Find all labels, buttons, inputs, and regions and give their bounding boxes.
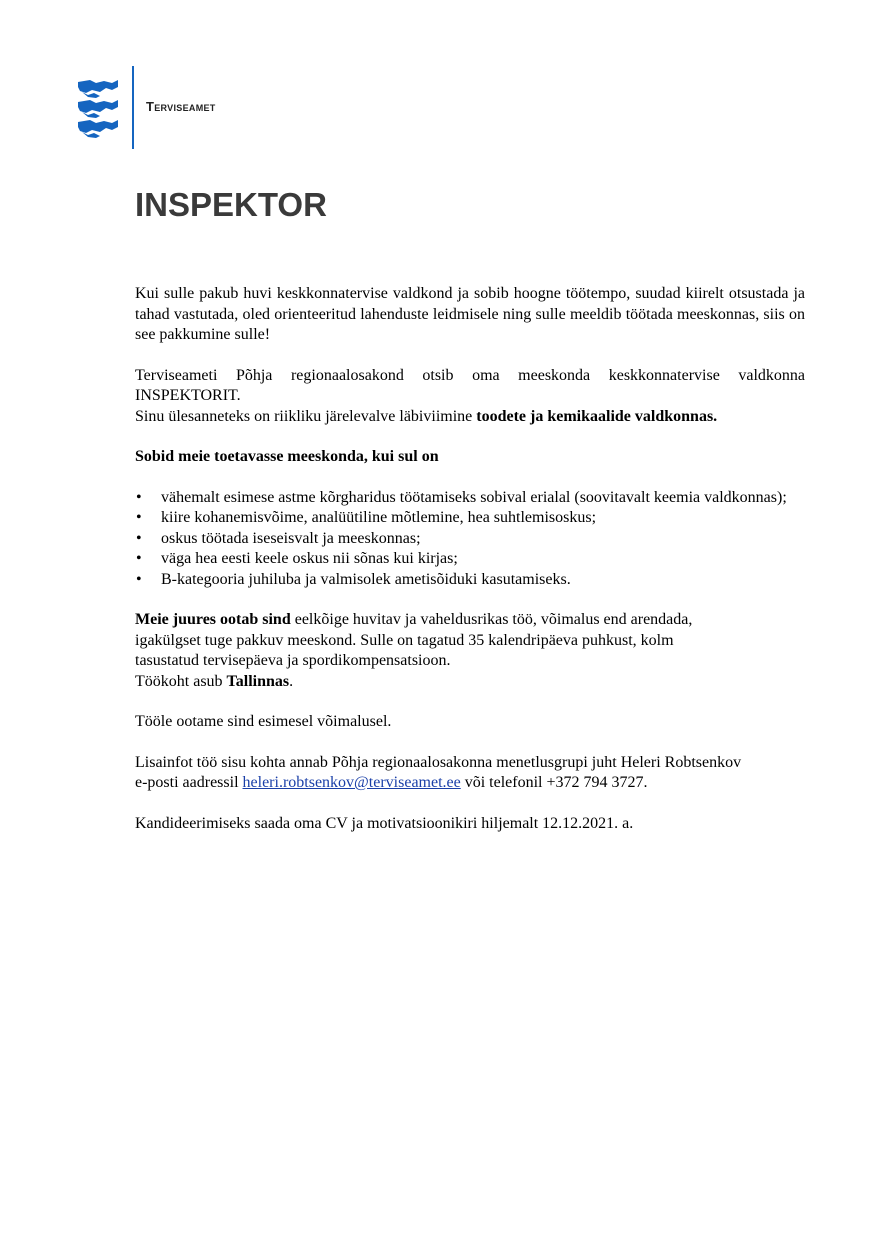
list-item: • B-kategooria juhiluba ja valmisolek ametisõiduki kasutamiseks.: [135, 570, 805, 591]
contact-line-2-suffix: või telefonil +372 794 3727.: [460, 774, 648, 791]
document-body: [135, 284, 805, 854]
position-paragraph: [135, 366, 805, 428]
intro-paragraph: Kui sulle pakub huvi keskkonnatervise valdkond ja sobib hoogne töötempo, suudad kiirelt otsustada ja tahad vastutada, oled orienteeritud lahenduste leidmisele ning sulle meeldib töötada meeskonnas, siis on see pakkumine sulle!: [135, 285, 805, 343]
document-header: [76, 66, 376, 149]
list-item: • oskus töötada iseseisvalt ja meeskonnas;: [135, 529, 805, 550]
email-link[interactable]: heleri.robtsenkov@terviseamet.ee: [242, 774, 461, 791]
list-item: • vähemalt esimese astme kõrgharidus töötamiseks sobival erialal (soovitavalt keemia valdkonnas);: [135, 488, 805, 509]
position-line-1: Terviseameti Põhja regionaalosakond otsib oma meeskonda keskkonnatervise valdkonna INSPEKTORIT.: [135, 366, 805, 404]
location-suffix: .: [289, 672, 294, 690]
requirements-list: [135, 488, 805, 591]
offer-line-3: tasustatud tervisepäeva ja spordikompensatsioon.: [135, 652, 451, 669]
position-line-2-prefix: Sinu ülesanneteks on riikliku järelevalve läbiviimine: [135, 407, 477, 425]
header-divider: [132, 66, 134, 149]
list-item: • kiire kohanemisvõime, analüütiline mõtlemine, hea suhtlemisoskus;: [135, 508, 805, 529]
offer-line-2: igakülgset tuge pakkuv meeskond. Sulle on tagatud 35 kalendripäeva puhkust, kolm: [135, 631, 674, 649]
start-paragraph: Tööle ootame sind esimesel võimalusel.: [135, 713, 392, 730]
contact-line-2-prefix: e-posti aadressil: [135, 774, 243, 791]
contact-paragraph: [135, 753, 805, 794]
offer-bold: Meie juures ootab sind: [135, 611, 291, 628]
requirements-heading: Sobid meie toetavasse meeskonda, kui sul on: [135, 448, 439, 465]
offer-paragraph: [135, 610, 805, 692]
coat-of-arms-icon: [76, 78, 120, 138]
deadline-paragraph: Kandideerimiseks saada oma CV ja motivatsioonikiri hiljemalt 12.12.2021. a.: [135, 814, 634, 832]
list-item: • väga hea eesti keele oskus nii sõnas kui kirjas;: [135, 549, 805, 570]
contact-line-1: Lisainfot töö sisu kohta annab Põhja regionaalosakonna menetlusgrupi juht Heleri Robtsenkov: [135, 753, 742, 771]
position-line-2-bold: toodete ja kemikaalide valdkonnas.: [476, 407, 718, 425]
location-city: Tallinnas: [226, 672, 290, 690]
agency-name: Terviseamet: [146, 99, 216, 114]
offer-line-1: eelkõige huvitav ja vaheldusrikas töö, võimalus end arendada,: [290, 611, 693, 628]
location-prefix: Töökoht asub: [135, 672, 227, 690]
page-title: INSPEKTOR: [135, 186, 327, 223]
